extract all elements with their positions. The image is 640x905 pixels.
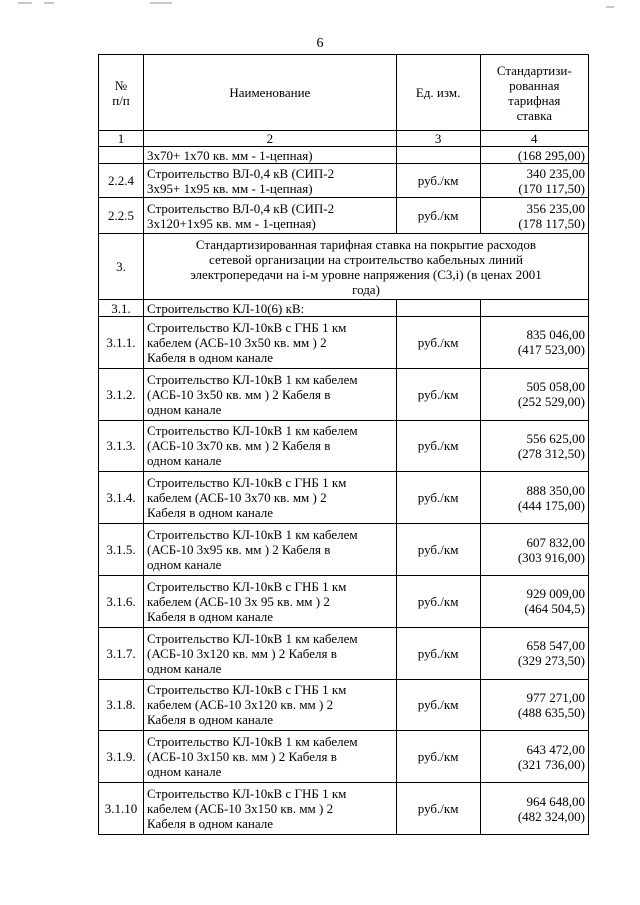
row-number: 3.1.9. (99, 731, 144, 783)
scan-artifact (606, 6, 614, 8)
price-value: 340 235,00 (526, 165, 585, 181)
subsection-name: Строительство КЛ-10(6) кВ: (144, 300, 397, 317)
row-price (480, 147, 588, 164)
subsection-number: 3.1. (99, 300, 144, 317)
row-number: 3.1.3. (99, 420, 144, 472)
row-unit: руб./км (396, 317, 480, 369)
price-value: 888 350,00 (526, 482, 585, 498)
row-price (480, 627, 588, 679)
price-value: 356 235,00 (526, 200, 585, 216)
column-index: 4 (480, 131, 588, 147)
row-price (480, 524, 588, 576)
row-unit: руб./км (396, 198, 480, 234)
row-price (480, 783, 588, 835)
row-price (480, 472, 588, 524)
row-name: Строительство КЛ-10кВ с ГНБ 1 км кабелем (АСБ-10 3х70 кв. мм ) 2 Кабеля в одном канале (144, 472, 397, 524)
row-name: Строительство КЛ-10кВ с ГНБ 1 км кабелем (АСБ-10 3х50 кв. мм ) 2 Кабеля в одном канале (144, 317, 397, 369)
row-number: 3.1.5. (99, 524, 144, 576)
row-name: Строительство КЛ-10кВ 1 км кабелем (АСБ-10 3х95 кв. мм ) 2 Кабеля в одном канале (144, 524, 397, 576)
row-price (480, 679, 588, 731)
row-name: Строительство КЛ-10кВ 1 км кабелем (АСБ-10 3х70 кв. мм ) 2 Кабеля в одном канале (144, 420, 397, 472)
price-value: (168 295,00) (517, 147, 585, 163)
scan-artifact (44, 2, 54, 4)
header-number: № п/п (99, 55, 144, 131)
row-unit: руб./км (396, 679, 480, 731)
row-unit: руб./км (396, 472, 480, 524)
price-value: 964 648,00 (526, 793, 585, 809)
row-name: Строительство КЛ-10кВ с ГНБ 1 км кабелем (АСБ-10 3х120 кв. мм ) 2 Кабеля в одном канале (144, 679, 397, 731)
price-value-secondary: (252 529,00) (517, 394, 585, 410)
page-number: 6 (316, 36, 324, 51)
row-number: 2.2.4 (99, 164, 144, 198)
column-index: 1 (99, 131, 144, 147)
price-value: 556 625,00 (526, 430, 585, 446)
column-index-row (99, 131, 589, 147)
row-name: Строительство КЛ-10кВ с ГНБ 1 км кабелем (АСБ-10 3х 95 кв. мм ) 2 Кабеля в одном канале (144, 575, 397, 627)
section-number: 3. (99, 234, 144, 300)
row-number: 2.2.5 (99, 198, 144, 234)
row-name: Строительство КЛ-10кВ с ГНБ 1 км кабелем (АСБ-10 3х150 кв. мм ) 2 Кабеля в одном канале (144, 783, 397, 835)
tariff-table (98, 54, 589, 835)
column-index: 3 (396, 131, 480, 147)
row-name: Строительство КЛ-10кВ 1 км кабелем (АСБ-10 3х50 кв. мм ) 2 Кабеля в одном канале (144, 368, 397, 420)
table-row (99, 147, 589, 164)
table-row (99, 524, 589, 576)
row-unit: руб./км (396, 783, 480, 835)
price-value: 505 058,00 (526, 379, 585, 395)
row-name: 3х70+ 1х70 кв. мм - 1-цепная) (144, 147, 397, 164)
row-number: 3.1.7. (99, 627, 144, 679)
table-row (99, 783, 589, 835)
price-value: 977 271,00 (526, 689, 585, 705)
header-price: Стандартизи- рованная тарифная ставка (480, 55, 588, 131)
row-price (480, 420, 588, 472)
row-number: 3.1.10 (99, 783, 144, 835)
row-name: Строительство КЛ-10кВ 1 км кабелем (АСБ-10 3х120 кв. мм ) 2 Кабеля в одном канале (144, 627, 397, 679)
row-unit: руб./км (396, 627, 480, 679)
row-unit: руб./км (396, 368, 480, 420)
row-number: 3.1.4. (99, 472, 144, 524)
section-row (99, 234, 589, 300)
price-value-secondary: (444 175,00) (517, 497, 585, 513)
table-header-row (99, 55, 589, 131)
row-number: 3.1.8. (99, 679, 144, 731)
row-unit: руб./км (396, 524, 480, 576)
table-row (99, 472, 589, 524)
table-row (99, 317, 589, 369)
row-unit (396, 147, 480, 164)
price-value: 929 009,00 (526, 586, 585, 602)
row-number: 3.1.1. (99, 317, 144, 369)
table-row (99, 198, 589, 234)
scan-artifact (150, 2, 172, 4)
row-name: Строительство ВЛ-0,4 кВ (СИП-2 3х95+ 1х95 кв. мм - 1-цепная) (144, 164, 397, 198)
table-row (99, 420, 589, 472)
price-value-secondary: (321 736,00) (517, 756, 585, 772)
row-unit: руб./км (396, 164, 480, 198)
table-row (99, 627, 589, 679)
row-price (480, 164, 588, 198)
row-unit: руб./км (396, 731, 480, 783)
price-value-secondary: (329 273,50) (517, 653, 585, 669)
header-name: Наименование (144, 55, 397, 131)
row-name: Строительство ВЛ-0,4 кВ (СИП-2 3х120+1х95 кв. мм - 1-цепная) (144, 198, 397, 234)
row-price (480, 731, 588, 783)
price-value-secondary: (170 117,50) (518, 180, 585, 196)
price-value-secondary: (464 504,5) (524, 601, 585, 617)
row-price (480, 368, 588, 420)
price-value-secondary: (278 312,50) (517, 445, 585, 461)
scan-artifact (18, 2, 32, 4)
table-row (99, 368, 589, 420)
subsection-price (480, 300, 588, 317)
row-unit: руб./км (396, 575, 480, 627)
row-price (480, 575, 588, 627)
header-unit: Ед. изм. (396, 55, 480, 131)
price-value: 835 046,00 (526, 327, 585, 343)
row-number: 3.1.6. (99, 575, 144, 627)
price-value-secondary: (417 523,00) (517, 342, 585, 358)
row-name: Строительство КЛ-10кВ 1 км кабелем (АСБ-10 3х150 кв. мм ) 2 Кабеля в одном канале (144, 731, 397, 783)
price-value-secondary: (482 324,00) (517, 808, 585, 824)
row-number: 3.1.2. (99, 368, 144, 420)
row-number (99, 147, 144, 164)
row-price (480, 317, 588, 369)
price-value: 658 547,00 (526, 638, 585, 654)
subsection-unit (396, 300, 480, 317)
table-row (99, 164, 589, 198)
section-title: Стандартизированная тарифная ставка на покрытие расходов сетевой организации на строительство кабельных линий электропередачи на i-м уровне напряжения (С3,i) (в ценах 2001 года) (144, 234, 589, 300)
table-row (99, 679, 589, 731)
price-value-secondary: (303 916,00) (517, 549, 585, 565)
price-value: 643 472,00 (526, 741, 585, 757)
table-row (99, 575, 589, 627)
price-value-secondary: (178 117,50) (518, 215, 585, 231)
price-value: 607 832,00 (526, 534, 585, 550)
table-row (99, 731, 589, 783)
column-index: 2 (144, 131, 397, 147)
price-value-secondary: (488 635,50) (517, 704, 585, 720)
subsection-row (99, 300, 589, 317)
row-price (480, 198, 588, 234)
row-unit: руб./км (396, 420, 480, 472)
